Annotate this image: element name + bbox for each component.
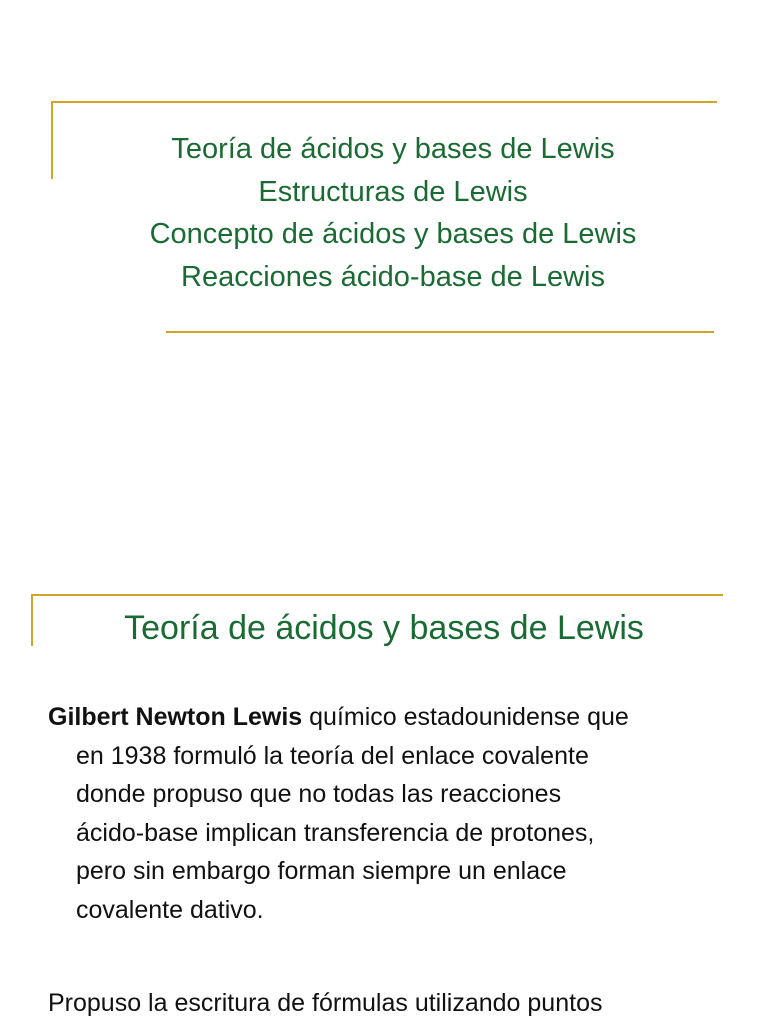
paragraph-lewis-bio: [48, 698, 748, 929]
title-line: Teoría de ácidos y bases de Lewis: [171, 133, 615, 165]
top-rule-horizontal: [51, 101, 717, 103]
slide-content: [0, 560, 768, 1024]
paragraph-first-line: Propuso la escritura de fórmulas utilizando puntos: [48, 989, 603, 1017]
paragraph-line: covalente dativo.: [76, 895, 264, 924]
first-line-rest: químico estadounidense que: [302, 703, 629, 731]
title-line: Reacciones ácido-base de Lewis: [181, 260, 605, 293]
slide-title-block: [0, 128, 768, 298]
paragraph-line: donde propuso que no todas las reacciones: [76, 780, 562, 808]
title-line: Estructuras de Lewis: [258, 175, 528, 208]
slide-heading: Teoría de ácidos y bases de Lewis: [124, 609, 644, 647]
paragraph-line: ácido-base implican transferencia de protones,: [76, 818, 595, 847]
paragraph-line: pero sin embargo forman siempre un enlace: [76, 857, 567, 885]
paragraph-line: en 1938 formuló la teoría del enlace covalente: [76, 741, 589, 770]
content-rule-horizontal: [31, 594, 723, 596]
bottom-rule: [166, 331, 714, 333]
bold-name: Gilbert Newton Lewis: [48, 703, 303, 731]
paragraph-first-line: [48, 698, 748, 737]
paragraph-formulas: [48, 984, 748, 1023]
title-line: Concepto de ácidos y bases de Lewis: [149, 218, 637, 250]
